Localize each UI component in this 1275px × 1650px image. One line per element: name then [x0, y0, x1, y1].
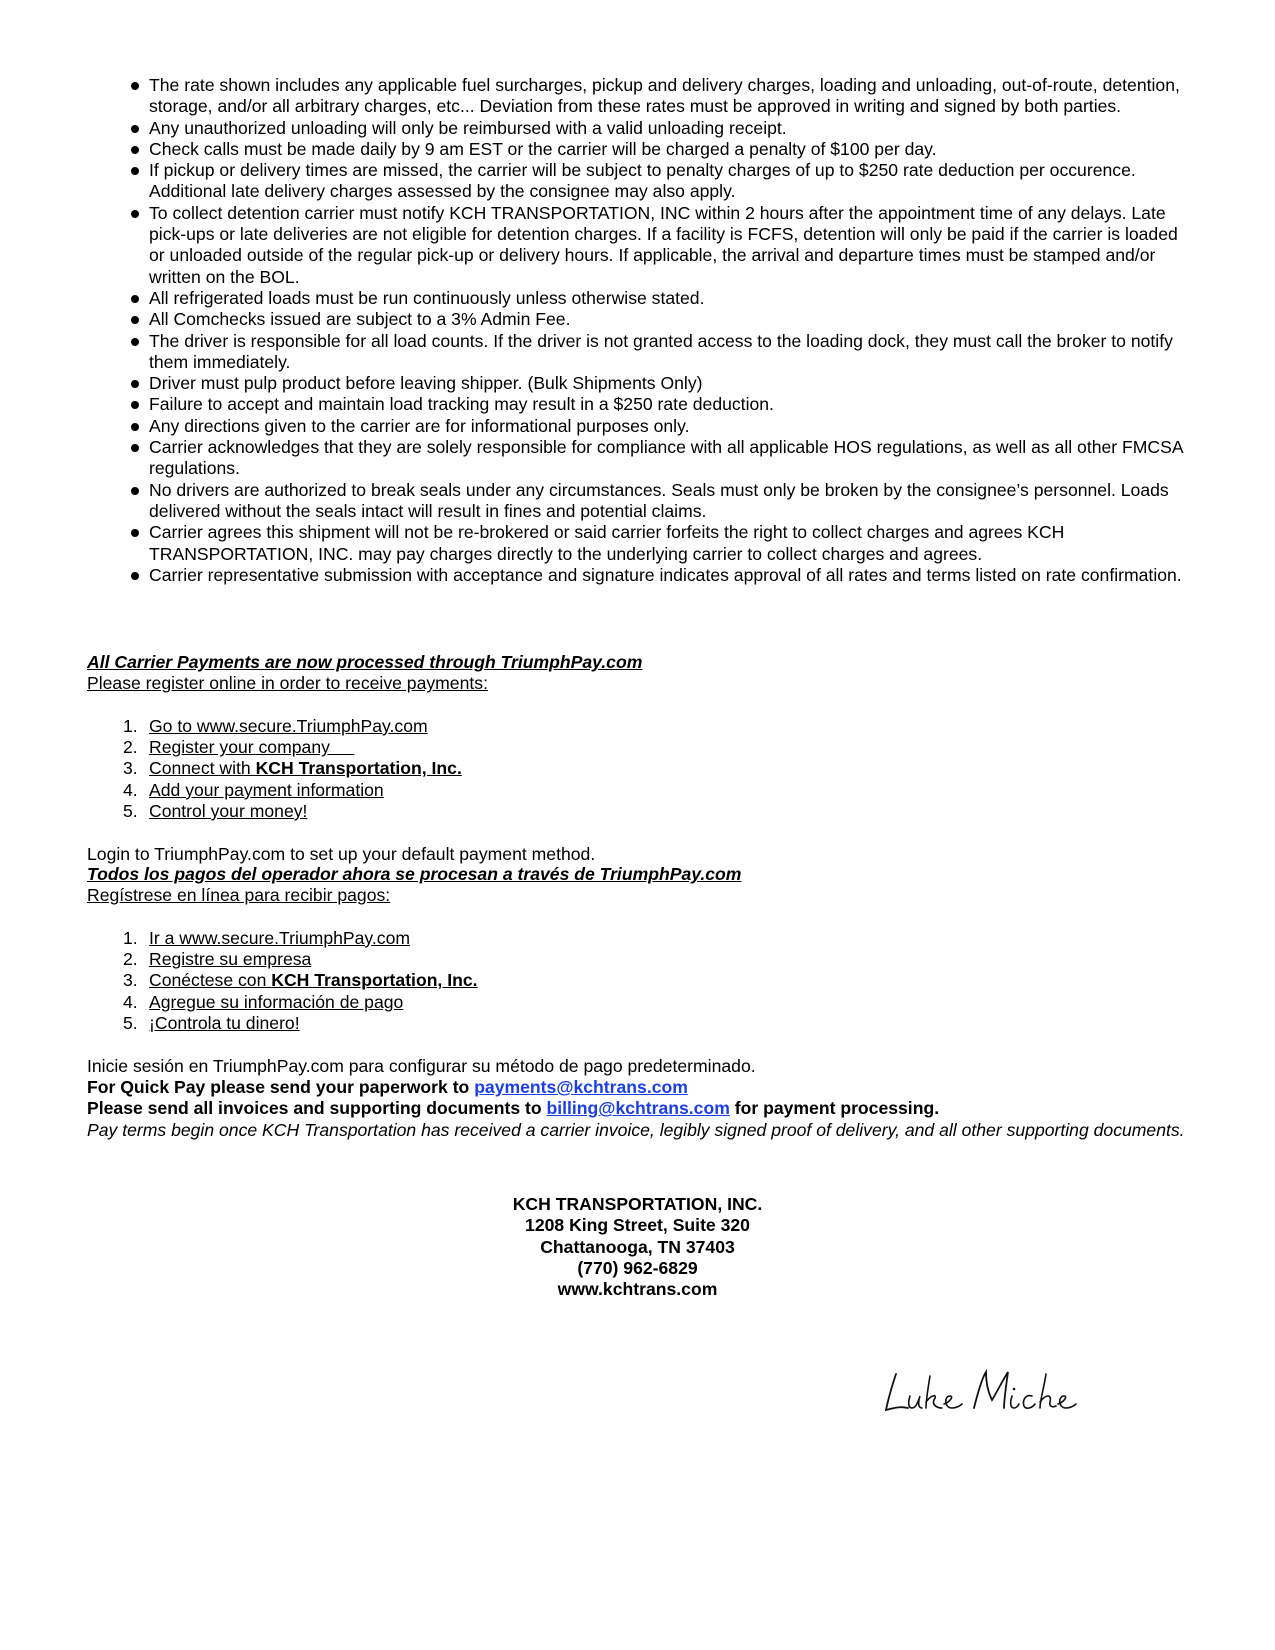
step-link[interactable]: Ir a www.secure.TriumphPay.com: [149, 927, 411, 948]
bullet-icon: [131, 380, 139, 388]
bullet-icon: [131, 338, 139, 346]
bullet-icon: [131, 82, 139, 90]
quick-pay-line: [87, 1077, 1197, 1098]
term-item: [131, 522, 1191, 565]
company-address-block: [0, 1194, 1275, 1300]
term-text: No drivers are authorized to break seals under any circumstances. Seals must only be broken by the consignee’s personnel. Loads delivered without the seals intact will result in fines and potential claims.: [149, 479, 1169, 521]
term-text: Driver must pulp product before leaving shipper. (Bulk Shipments Only): [149, 373, 703, 394]
step-item: [87, 949, 1197, 970]
term-text: If pickup or delivery times are missed, the carrier will be subject to penalty charges of up to $250 rate deduction per occurence. Additional late delivery charges assessed by the consignee may also apply.: [149, 160, 1136, 202]
payments-en-section: [87, 652, 1197, 865]
term-item: [131, 139, 1191, 160]
term-item: [131, 75, 1191, 118]
term-item: [131, 309, 1191, 330]
quick-pay-text: For Quick Pay please send your paperwork to: [87, 1076, 475, 1097]
term-text: Failure to accept and maintain load tracking may result in a $250 rate deduction.: [149, 394, 774, 415]
company-name-bold: KCH Transportation, Inc.: [271, 970, 478, 991]
company-city: Chattanooga, TN 37403: [540, 1236, 735, 1257]
invoices-text: Please send all invoices and supporting documents to: [87, 1098, 547, 1119]
step-number: 4.: [123, 779, 138, 800]
company-name-bold: KCH Transportation, Inc.: [255, 758, 462, 779]
bullet-icon: [131, 572, 139, 580]
step-item: [87, 992, 1197, 1013]
step-number: 1.: [123, 715, 138, 736]
step-number: 3.: [123, 970, 138, 991]
payments-en-login: Login to TriumphPay.com to set up your default payment method.: [87, 843, 596, 864]
term-text: Check calls must be made daily by 9 am EST or the carrier will be charged a penalty of $100 per day.: [149, 138, 937, 159]
term-item: [131, 118, 1191, 139]
billing-email-link[interactable]: billing@kchtrans.com: [546, 1098, 730, 1119]
payments-en-heading: All Carrier Payments are now processed through TriumphPay.com: [87, 652, 643, 672]
payments-en-subheading: Please register online in order to receive payments:: [87, 673, 488, 694]
term-item: [131, 203, 1191, 288]
invoices-line: [87, 1098, 1197, 1119]
bullet-icon: [131, 487, 139, 495]
step-item: [87, 970, 1197, 991]
step-text: [149, 970, 478, 990]
term-item: [131, 331, 1191, 374]
term-item: [131, 373, 1191, 394]
term-text: To collect detention carrier must notify KCH TRANSPORTATION, INC within 2 hours after the appointment time of any delays. Late pick-ups or late deliveries are not eligible for detention charges. If a facility is FCFS, detention will only be paid if the carrier is loaded or unloaded outside of the regular pick-up or delivery hours. If applicable, the arrival and departure times must be stamped and/or written on the BOL.: [149, 202, 1178, 287]
payments-es-steps: [87, 928, 1197, 1034]
step-text-prefix: Conéctese con: [149, 970, 272, 991]
term-text: Carrier representative submission with acceptance and signature indicates approval of all rates and terms listed on rate confirmation.: [149, 564, 1182, 585]
step-number: 5.: [123, 801, 138, 822]
bullet-icon: [131, 529, 139, 537]
step-item: [87, 737, 1197, 758]
bullet-icon: [131, 295, 139, 303]
term-text: Any unauthorized unloading will only be reimbursed with a valid unloading receipt.: [149, 117, 787, 138]
company-phone: (770) 962-6829: [577, 1257, 698, 1278]
invoices-suffix: for payment processing.: [729, 1098, 940, 1119]
term-item: [131, 437, 1191, 480]
step-number: 3.: [123, 758, 138, 779]
handwritten-signature: [882, 1362, 1082, 1422]
pay-terms: Pay terms begin once KCH Transportation has received a carrier invoice, legibly signed proof of delivery, and all other supporting documents.: [87, 1119, 1185, 1140]
term-text: The rate shown includes any applicable fuel surcharges, pickup and delivery charges, loading and unloading, out-of-route, detention, storage, and/or all arbitrary charges, etc... Deviation from these rates must be approved in writing and signed by both parties.: [149, 75, 1180, 117]
bullet-icon: [131, 423, 139, 431]
payments-es-login: Inicie sesión en TriumphPay.com para configurar su método de pago predeterminado.: [87, 1055, 756, 1076]
step-number: 4.: [123, 991, 138, 1012]
term-text: Any directions given to the carrier are for informational purposes only.: [149, 415, 690, 436]
term-text: Carrier agrees this shipment will not be re-brokered or said carrier forfeits the right to collect charges and agrees KCH TRANSPORTATION, INC. may pay charges directly to the underlying carrier to collect charges and agrees.: [149, 522, 1065, 564]
bullet-icon: [131, 401, 139, 409]
step-text: Register your company: [149, 737, 355, 758]
term-item: [131, 160, 1191, 203]
payments-en-steps: [87, 716, 1197, 822]
bullet-icon: [131, 444, 139, 452]
terms-list: [131, 75, 1191, 586]
step-item: [87, 801, 1197, 822]
step-link[interactable]: Go to www.secure.TriumphPay.com: [149, 715, 428, 736]
company-street: 1208 King Street, Suite 320: [525, 1215, 750, 1236]
payments-email-link[interactable]: payments@kchtrans.com: [474, 1076, 688, 1097]
step-text: [149, 758, 462, 778]
term-item: [131, 394, 1191, 415]
company-name: KCH TRANSPORTATION, INC.: [512, 1194, 763, 1214]
step-text: Add your payment information: [149, 779, 384, 800]
payments-es-heading: Todos los pagos del operador ahora se procesan a través de TriumphPay.com: [87, 864, 742, 884]
step-item: [87, 758, 1197, 779]
term-item: [131, 416, 1191, 437]
term-text: The driver is responsible for all load counts. If the driver is not granted access to the loading dock, they must call the broker to notify them immediately.: [149, 330, 1173, 372]
step-text: Control your money!: [149, 801, 308, 822]
step-text-prefix: Connect with: [149, 758, 256, 779]
term-text: All Comchecks issued are subject to a 3% Admin Fee.: [149, 309, 571, 330]
step-text: Registre su empresa: [149, 949, 312, 970]
term-item: [131, 288, 1191, 309]
term-text: All refrigerated loads must be run continuously unless otherwise stated.: [149, 287, 705, 308]
payments-es-subheading: Regístrese en línea para recibir pagos:: [87, 885, 391, 906]
company-website[interactable]: www.kchtrans.com: [557, 1279, 718, 1300]
step-number: 2.: [123, 949, 138, 970]
step-item: [87, 716, 1197, 737]
term-item: [131, 480, 1191, 523]
step-number: 2.: [123, 737, 138, 758]
bullet-icon: [131, 210, 139, 218]
step-number: 1.: [123, 927, 138, 948]
step-item: [87, 1013, 1197, 1034]
payments-es-section: [87, 864, 1197, 1141]
term-text: Carrier acknowledges that they are solely responsible for compliance with all applicable HOS regulations, as well as all other FMCSA regulations.: [149, 437, 1183, 479]
term-item: [131, 565, 1191, 586]
bullet-icon: [131, 125, 139, 133]
bullet-icon: [131, 316, 139, 324]
step-text: Agregue su información de pago: [149, 991, 404, 1012]
step-text: ¡Controla tu dinero!: [149, 1013, 300, 1034]
step-number: 5.: [123, 1013, 138, 1034]
step-item: [87, 928, 1197, 949]
bullet-icon: [131, 146, 139, 154]
step-item: [87, 780, 1197, 801]
bullet-icon: [131, 167, 139, 175]
